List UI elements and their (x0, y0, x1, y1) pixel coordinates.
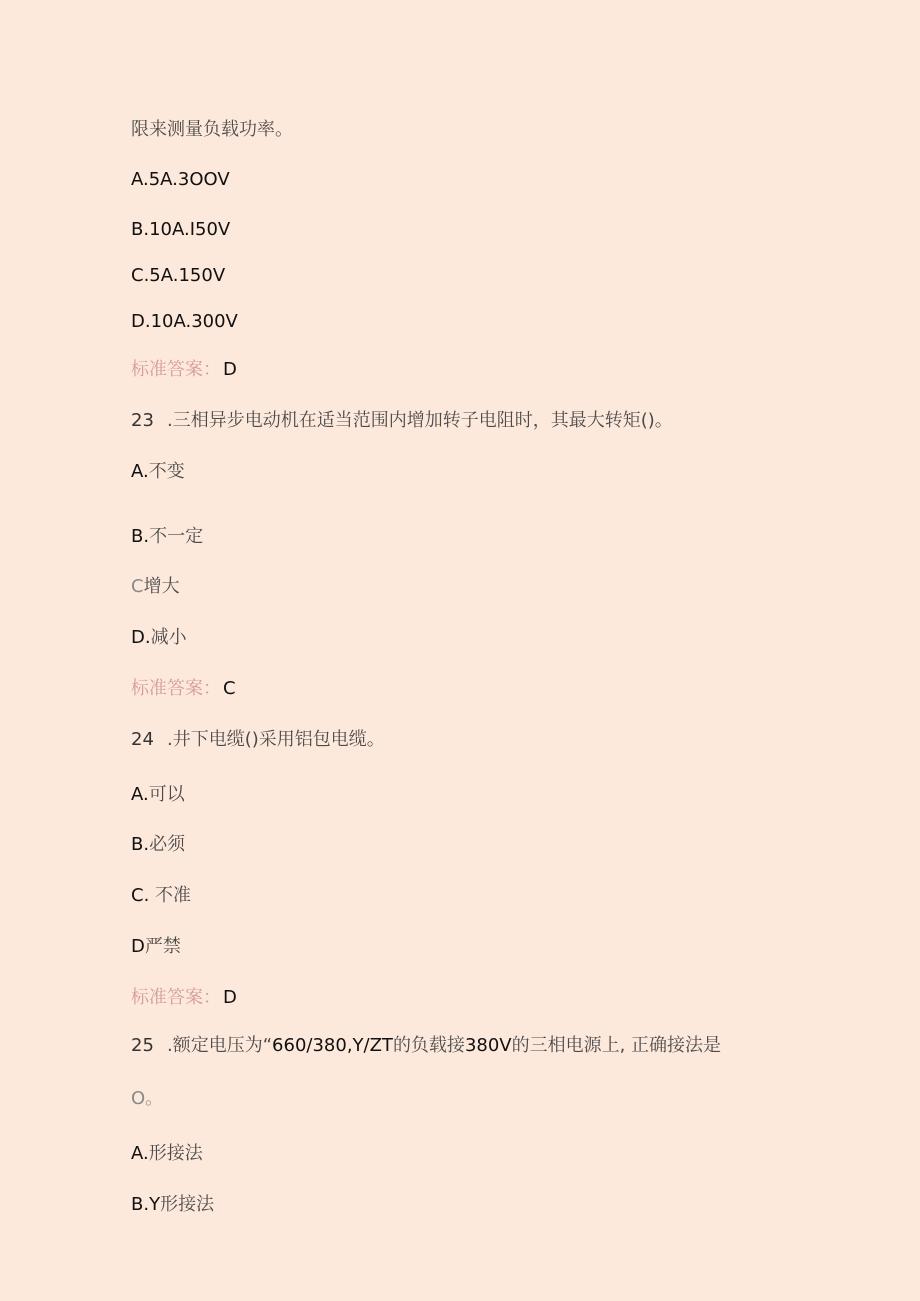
q23-stem (131, 409, 673, 433)
option-text: 不一定 (149, 526, 204, 547)
q22-option-c: C.5A.150V (131, 265, 226, 286)
option-text: 减小 (150, 627, 187, 648)
question-text: 的负载接 (392, 1035, 465, 1056)
answer-label: 标准答案： (131, 678, 221, 699)
option-text: 严禁 (144, 936, 181, 957)
option-text: 不变 (148, 461, 185, 482)
q24-option-d (131, 935, 181, 959)
option-prefix: C. (131, 885, 156, 906)
question-text: .额定电压为“ (167, 1035, 273, 1056)
option-prefix: A. (131, 461, 149, 482)
answer-label: 标准答案： (131, 987, 221, 1008)
question-continuation: 限来测量负载功率。 (131, 119, 293, 140)
q24-stem (131, 728, 385, 752)
answer-value: C (223, 678, 236, 699)
q23-option-b (131, 525, 203, 549)
q24-option-c (131, 884, 191, 908)
option-text: 必须 (149, 834, 186, 855)
question-number: 23 (131, 410, 154, 431)
q23-option-d (131, 626, 187, 650)
q25-stem-continuation: O。 (131, 1088, 164, 1109)
question-text-latin: 660/380,Y/ZT (272, 1035, 393, 1056)
option-prefix: D. (131, 627, 151, 648)
answer-label: 标准答案： (131, 359, 221, 380)
option-prefix: A. (131, 784, 149, 805)
question-text: 的三相电源上, 正确接法是 (511, 1035, 722, 1056)
q22-option-b: B.10A.I50V (131, 219, 231, 240)
option-prefix: B. (131, 526, 150, 547)
option-text: 可以 (148, 784, 185, 805)
question-text-latin: 380V (464, 1035, 512, 1056)
q25-stem (131, 1034, 721, 1058)
option-text: 形接法 (148, 1143, 203, 1164)
option-text: 形接法 (160, 1194, 215, 1215)
q22-option-d: D.10A.300V (131, 311, 238, 332)
question-number: 25 (131, 1035, 154, 1056)
q24-option-a (131, 783, 185, 807)
q24-option-b (131, 833, 185, 857)
question-text: .井下电缆()采用铝包电缆。 (167, 729, 385, 750)
question-text: .三相异步电动机在适当范围内增加转子电阻时，其最大转矩()。 (167, 410, 673, 431)
q24-answer (131, 986, 237, 1010)
option-prefix: D (131, 936, 145, 957)
q25-option-a (131, 1142, 203, 1166)
q22-answer (131, 358, 237, 382)
answer-value: D (223, 359, 237, 380)
option-prefix: A. (131, 1143, 149, 1164)
answer-value: D (223, 987, 237, 1008)
q23-option-a (131, 460, 185, 484)
q25-option-b (131, 1193, 214, 1217)
option-text: 增大 (143, 576, 180, 597)
q23-option-c (131, 575, 180, 599)
option-prefix: C (131, 576, 144, 597)
option-prefix: B.Y (131, 1194, 161, 1215)
question-number: 24 (131, 729, 154, 750)
q23-answer (131, 677, 236, 701)
option-text: 不准 (155, 885, 192, 906)
q22-option-a: A.5A.3OOV (131, 169, 230, 190)
option-prefix: B. (131, 834, 150, 855)
